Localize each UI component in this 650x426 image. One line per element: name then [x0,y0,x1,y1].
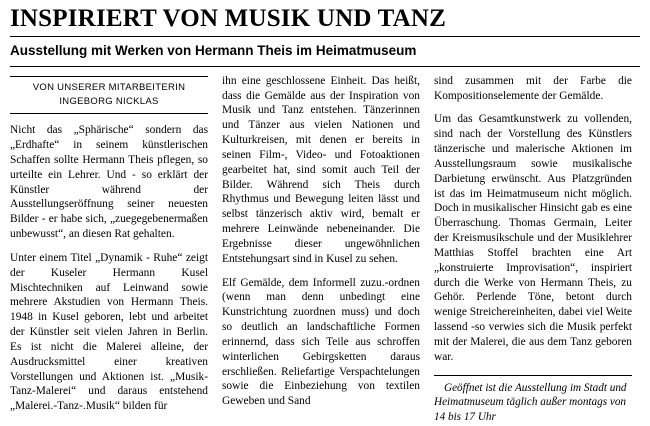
paragraph-spacer [434,103,632,112]
headline-divider [10,36,640,37]
column-3 [434,74,632,425]
info-note-divider [434,375,632,376]
paragraph-spacer [10,242,208,251]
paragraph-spacer [222,267,420,276]
paragraph: Elf Gemälde, dem Informell zuzu.-ordnen (wenn man denn unbedingt eine Kunstrichtung zuordnen muss) und doch so deutlich an landschaftliche Formen erinnernd, dass sich Teile aus schroffen winterlichen Gebirgsketten daraus erschließen. Reliefartige Verspachtelungen sowie die Einbeziehung von textilen Geweben und Sand [222,276,420,408]
paragraph: Unter einem Titel „Dynamik - Ruhe“ zeigt der Kuseler Hermann Kusel Mischtechniken auf Leinwand sowie mehrere Akstudien von Hermann Theis. 1948 in Kusel geboren, lebt und arbeitet der Künstler seit vielen Jahren in Berlin. Es ist nicht die Malerei alleine, der Ausdrucksmittel einer kreativen Vorstellungen und Aktionen ist. „Musik-Tanz-Malerei“ und daraus entstehend „Malerei.-Tanz-.Musik“ bilden für [10,251,208,413]
paragraph: Nicht das „Sphärische“ sondern das „Erdhafte“ in seinem künstlerischen Schaffen sollte Hermann Theis pflegen, so urteilte ein Lehrer. Und - so erklärt der Künstler während der Ausstellungseröffnung seiner neuesten Bilder - er habe sich, „zuegegebenermaßen unbewusst“, an diesen Rat gehalten. [10,124,208,241]
subheadline-divider [10,66,640,67]
paragraph: ihn eine geschlossene Einheit. Das heißt, dass die Gemälde aus der Inspiration von Musik und Tanz entstehen. Tänzerinnen und Tänzer aus vielen Nationen und Kulturkreisen, mit denen er bereits in seinen Film-, Video- und Fotoaktionen gearbeitet hat, sind somit auch Teil der Bilder. Während sich Theis durch Rhythmus und Bewegung leiten lässt und selbst tänzerisch aktiv wird, bemalt er mehrere Leinwände nebeneinander. Die Ergebnisse dieser ungewöhnlichen Entstehungsart sind in Kusel zu sehen. [222,74,420,265]
byline-divider-bottom [10,113,208,114]
subheadline: Ausstellung mit Werken von Hermann Theis im Heimatmuseum [10,43,417,59]
column-1 [10,74,208,414]
paragraph: Um das Gesamtkunstwerk zu vollenden, sind nach der Vorstellung des Künstlers tänzerische und malerische Aktionen im Ausstellungsraum sowie musikalische Darbietung erwünscht. Aus Platzgründen ist das im Heimatmuseum nicht möglich. Doch in musikalischer Hinsicht gab es eine Überraschung. Thomas Germain, Leiter der Kreismusikschule und der Musiklehrer Matthias Stoffel brachten eine Art „konstruierte Improvisation“, inspiriert durch die Werke von Hermann Theis, zu Gehör. Perlende Töne, betont durch wenige Streichereinheiten, dabei viel Weite lassend -so verwies sich die Musik perfekt mit der Malerei, die aus dem Tanz geboren war. [434,113,632,363]
byline-divider-top [10,76,208,77]
byline [10,81,208,110]
byline-author: INGEBORG NICKLAS [59,96,159,108]
info-note-text: Geöffnet ist die Ausstellung im Stadt und Heimatmuseum täglich außer montags von 14 bis 17 Uhr [434,381,627,424]
column-2 [222,74,420,409]
page-title: INSPIRIERT VON MUSIK UND TANZ [10,5,446,32]
article-columns [10,74,640,425]
paragraph: sind zusammen mit der Farbe die Kompositionselemente der Gemälde. [434,74,632,102]
byline-prefix: VON UNSERER MITARBEITERIN [32,81,186,93]
info-note [434,375,632,425]
